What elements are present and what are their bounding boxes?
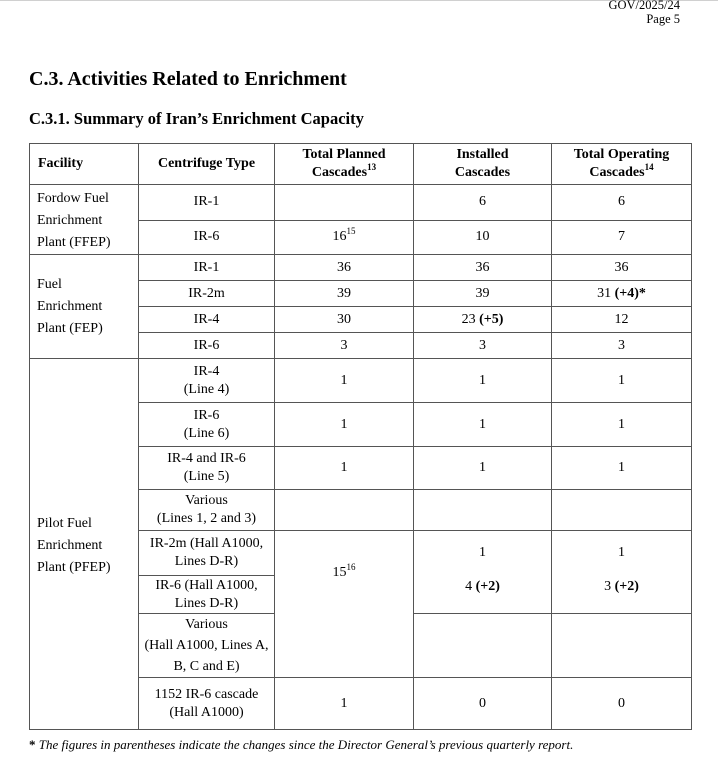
installed-cell: 0 [414, 678, 552, 730]
type-line: (Line 4) [183, 381, 230, 397]
centrifuge-type-cell [139, 490, 275, 531]
installed-cell: 36 [414, 255, 552, 281]
col-header-total-planned [275, 144, 414, 185]
col-header-total-operating [552, 144, 692, 185]
installed-cell: 1 [414, 403, 552, 447]
type-line: (Line 5) [183, 469, 230, 484]
col-header-facility: Facility [30, 144, 139, 185]
operating-cell: 12 [552, 307, 692, 333]
installed-cell: 10 [414, 220, 552, 254]
change-value: (+4)* [614, 285, 646, 301]
table-row [30, 185, 692, 221]
facility-name-line: Enrichment [37, 298, 103, 314]
footnote-ref: 15 [346, 226, 356, 237]
centrifuge-type-cell: IR-4 [139, 307, 275, 333]
installed-cell: 1 [414, 359, 552, 403]
table-row [30, 255, 692, 281]
installed-cell [414, 614, 552, 678]
type-line: Various [185, 493, 228, 508]
type-line: IR-4 and IR-6 [167, 451, 246, 466]
centrifuge-type-cell [139, 359, 275, 403]
type-line: IR-6 [193, 407, 220, 423]
planned-value: 16 [332, 229, 347, 245]
footnote [29, 737, 573, 753]
type-line: (Line 6) [183, 425, 230, 441]
planned-cell [275, 490, 414, 531]
facility-name-line: Enrichment [37, 213, 103, 228]
centrifuge-type-cell: IR-6 [139, 220, 275, 254]
operating-cell: 1 [552, 359, 692, 403]
installed-cell: 6 [414, 185, 552, 221]
installed-cell: 1 [414, 531, 552, 576]
type-line: (Hall A1000) [169, 704, 244, 720]
type-line: 1152 IR-6 cascade [154, 686, 259, 702]
planned-cell: 3 [275, 333, 414, 359]
operating-cell: 3 [552, 333, 692, 359]
section-title: C.3. Activities Related to Enrichment [29, 68, 347, 90]
installed-cell [414, 490, 552, 531]
planned-cell: 1 [275, 447, 414, 490]
operating-cell: 6 [552, 185, 692, 221]
page-number: Page 5 [646, 12, 680, 26]
centrifuge-type-cell [139, 678, 275, 730]
change-value: (+2) [475, 578, 500, 594]
centrifuge-type-cell [139, 403, 275, 447]
col-header-installed [414, 144, 552, 185]
centrifuge-type-cell: IR-1 [139, 185, 275, 221]
operating-cell: 1 [552, 531, 692, 576]
centrifuge-type-cell [139, 447, 275, 490]
facility-name-line: Plant (PFEP) [37, 560, 111, 575]
installed-cell: 1 [414, 447, 552, 490]
planned-cell: 30 [275, 307, 414, 333]
facility-name-line: Fordow Fuel [37, 191, 109, 206]
centrifuge-type-cell [139, 531, 275, 576]
col-header-text: Installed [456, 147, 509, 162]
facility-name-line: Fuel [37, 276, 62, 292]
operating-cell: 7 [552, 220, 692, 254]
operating-cell: 1 [552, 447, 692, 490]
facility-name-line: Plant (FEP) [37, 320, 103, 336]
operating-cell: 0 [552, 678, 692, 730]
installed-cell [414, 576, 552, 614]
type-line: (Lines 1, 2 and 3) [156, 511, 257, 526]
facility-name-line: Pilot Fuel [37, 516, 92, 531]
change-value: (+2) [614, 578, 639, 594]
col-header-text: Cascades [454, 165, 511, 180]
planned-cell: 36 [275, 255, 414, 281]
type-line: Various [185, 617, 228, 632]
type-line: Lines D-R) [174, 595, 239, 611]
planned-cell: 1 [275, 359, 414, 403]
planned-cell [275, 220, 414, 254]
installed-value: 23 [461, 311, 476, 327]
footnote-ref: 13 [367, 162, 377, 172]
planned-cell-hall-a1000 [275, 531, 414, 678]
type-line: IR-4 [193, 363, 220, 379]
operating-value: 3 [604, 578, 612, 594]
footnote-text: The figures in parentheses indicate the changes since the Director General’s previous quarterly report. [35, 737, 574, 752]
facility-name-line: Plant (FFEP) [37, 235, 111, 250]
col-header-text: Total Operating [573, 147, 670, 162]
operating-cell: 36 [552, 255, 692, 281]
facility-cell-fep [30, 255, 139, 359]
installed-cell: 3 [414, 333, 552, 359]
operating-cell: 1 [552, 403, 692, 447]
installed-value: 4 [465, 578, 473, 594]
planned-cell [275, 185, 414, 221]
planned-cell: 39 [275, 281, 414, 307]
type-line: Lines D-R) [174, 554, 239, 569]
enrichment-capacity-table [29, 143, 692, 730]
centrifuge-type-cell: IR-6 [139, 333, 275, 359]
planned-cell: 1 [275, 403, 414, 447]
col-header-text: Total Planned [302, 147, 386, 162]
document-id: GOV/2025/24 [608, 0, 680, 12]
centrifuge-type-cell [139, 576, 275, 614]
document-header [608, 0, 680, 26]
operating-cell [552, 490, 692, 531]
footnote-ref: 14 [644, 162, 654, 172]
centrifuge-type-cell: IR-1 [139, 255, 275, 281]
footnote-marker: * [29, 737, 36, 752]
change-value: (+5) [479, 311, 504, 327]
col-header-centrifuge-type: Centrifuge Type [139, 144, 275, 185]
type-line: IR-2m (Hall A1000, [149, 536, 264, 551]
col-header-text: Cascades [311, 165, 368, 180]
subsection-title: C.3.1. Summary of Iran’s Enrichment Capacity [29, 109, 364, 128]
footnote-ref: 16 [346, 562, 356, 572]
planned-value: 15 [332, 565, 347, 580]
operating-cell [552, 281, 692, 307]
installed-cell: 39 [414, 281, 552, 307]
operating-cell [552, 576, 692, 614]
type-line: (Hall A1000, Lines A, [144, 638, 269, 653]
facility-cell-pfep [30, 359, 139, 730]
type-line: IR-6 (Hall A1000, [155, 577, 258, 593]
table-header-row [30, 144, 692, 185]
operating-cell [552, 614, 692, 678]
centrifuge-type-cell: IR-2m [139, 281, 275, 307]
table-row [30, 359, 692, 403]
centrifuge-type-cell [139, 614, 275, 678]
planned-cell: 1 [275, 678, 414, 730]
facility-cell-ffep [30, 185, 139, 255]
operating-value: 31 [597, 285, 612, 301]
installed-cell [414, 307, 552, 333]
type-line: B, C and E) [173, 659, 240, 674]
col-header-text: Cascades [589, 165, 645, 180]
facility-name-line: Enrichment [37, 538, 103, 553]
